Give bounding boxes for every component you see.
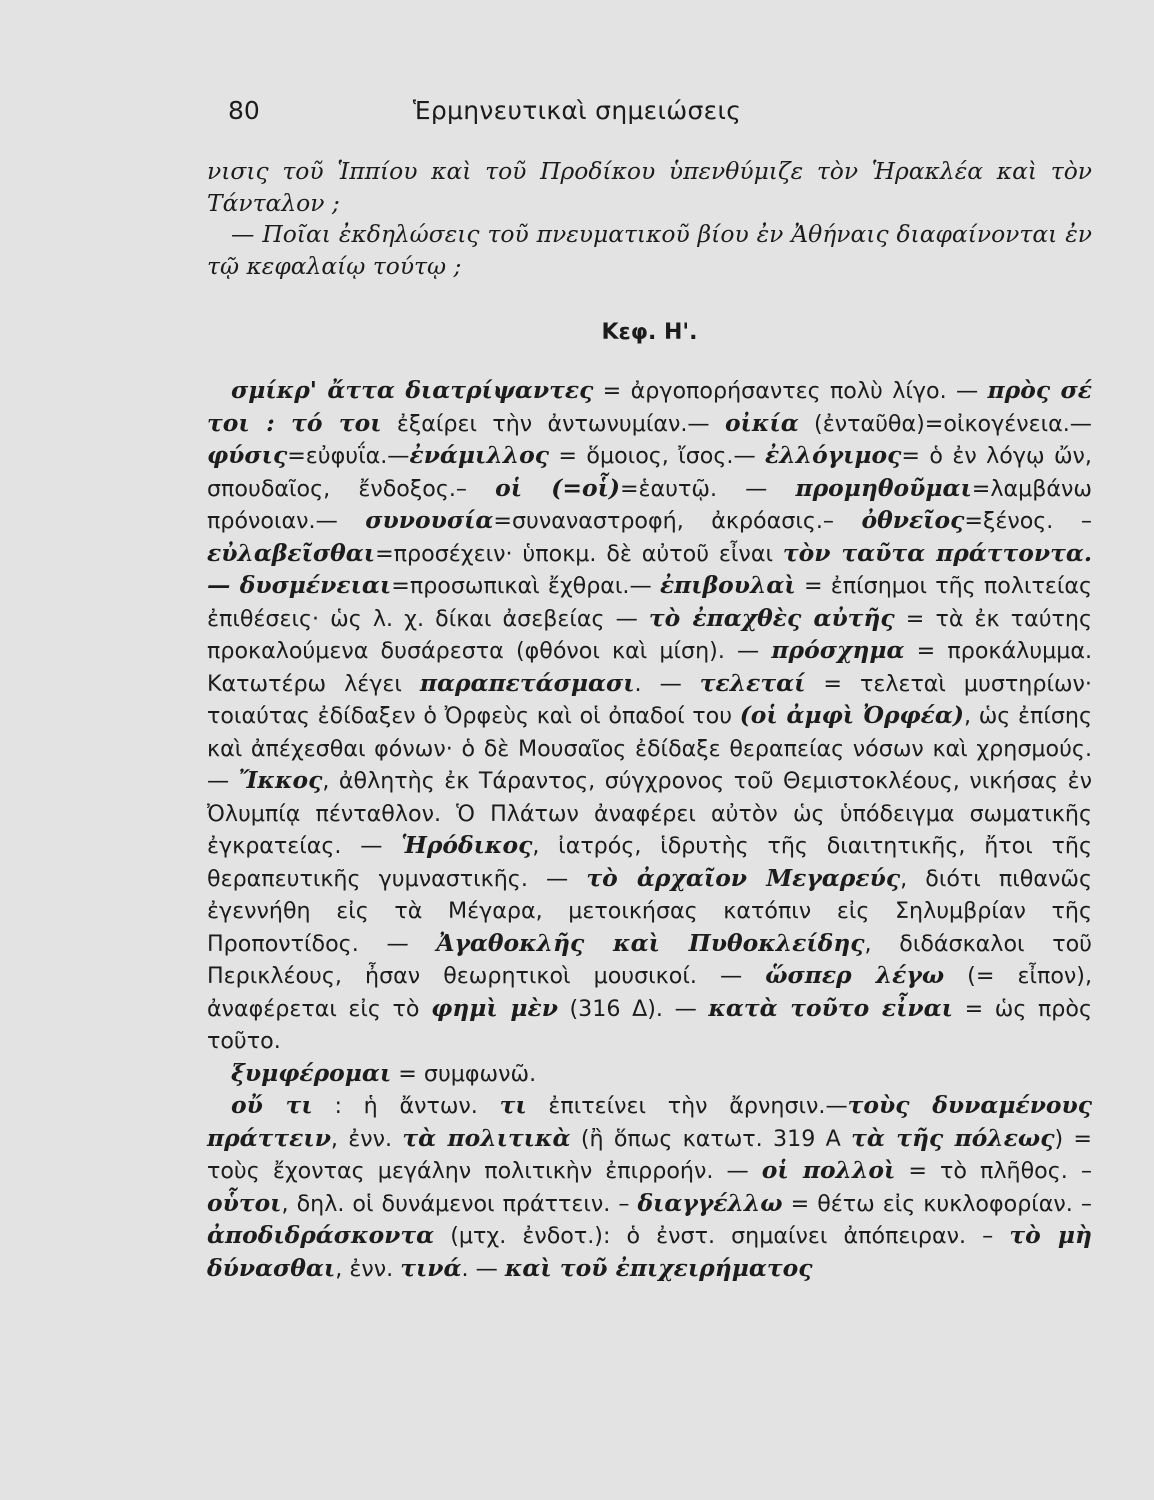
page-header	[0, 96, 1154, 146]
lemma: τὸ ἐπαχθὲς αὐτῆς	[648, 603, 895, 632]
page-number: 80	[228, 96, 260, 125]
gloss-text: =εὐφυΐα.—	[287, 443, 410, 469]
lemma: εὐλαβεῖσθαι	[207, 538, 376, 567]
lemma: Ἡρόδικος	[401, 831, 533, 859]
lemma: ἀποδιδράσκοντα	[207, 1221, 435, 1249]
gloss-text: , ἰατρός, ἱδρυτὴς τῆς διαιτητικῆς, ἤτοι τῆς θεραπευτικῆς γυμναστικῆς. —	[207, 833, 1092, 892]
lemma: Ἀγαθοκλῆς καὶ Πυθοκλείδης	[436, 928, 865, 957]
gloss-text: (μτχ. ἐνδοτ.): ὁ ἐνστ. σημαίνει ἀπόπειραν. –	[434, 1223, 1010, 1249]
gloss-text: = ὡς πρὸς τοῦτο.	[207, 995, 1092, 1054]
lemma: τὰ τῆς πόλεως	[851, 1123, 1055, 1152]
gloss-text: (ἐνταῦθα)=οἰκογένεια.—	[798, 410, 1092, 437]
gloss-text: . —	[461, 1255, 505, 1282]
lemma: τι	[499, 1091, 527, 1119]
question-2: — Ποῖαι ἐκδηλώσεις τοῦ πνευματικοῦ βίου ἐν Ἀθήναις διαφαίνονται ἐν τῷ κεφαλαίῳ τούτῳ ;	[207, 220, 1092, 280]
lemma: τελεταί	[699, 668, 806, 697]
note-paragraph-3	[207, 1090, 1092, 1285]
gloss-text: . —	[634, 670, 700, 697]
gloss-text: , διδάσκαλοι τοῦ Περικλέους, ἦσαν θεωρητικοὶ μουσικοί. —	[207, 930, 1092, 989]
gloss-text: = τὸ πλῆθος. –	[895, 1158, 1092, 1184]
lemma: ξυμφέρομαι	[231, 1058, 392, 1087]
gloss-text: ) = τοὺς ἔχοντας μεγάλην πολιτικὴν ἐπιρροήν. —	[207, 1125, 1092, 1184]
gloss-text: , ὡς ἐπίσης καὶ ἀπέχεσθαι φόνων· ὁ δὲ Μουσαῖος ἐδίδαξε θεραπείας νόσων καὶ χρησμούς.—	[207, 703, 1092, 794]
lemma: φύσις	[207, 441, 288, 469]
gloss-text: = θέτω εἰς κυκλοφορίαν. –	[782, 1190, 1092, 1217]
gloss-text: = τελεταὶ μυστηρίων· τοιαύτας ἐδίδαξεν ὁ Ὀρφεὺς καὶ οἱ ὀπαδοί του	[207, 670, 1092, 729]
gloss-text: = ἐπίσημοι τῆς πολιτείας ἐπιθέσεις· ὡς λ. χ. δίκαι ἀσεβείας —	[207, 573, 1092, 632]
lemma: παραπετάσμασι	[419, 668, 635, 697]
lemma: σμίκρ' ἄττα διατρίψαντες	[231, 376, 594, 404]
gloss-text: = ὁ ἐν λόγῳ ὤν, σπουδαῖος, ἔνδοξος.–	[207, 443, 1092, 502]
gloss-text: (= εἶπον), ἀναφέρεται εἰς τὸ	[207, 963, 1093, 1022]
chapter-heading: Κεφ. Η'.	[601, 320, 698, 345]
page-body	[207, 156, 1092, 1285]
gloss-text: (316 Δ). —	[557, 995, 709, 1022]
gloss-text: , δηλ. οἱ δυνάμενοι πράττειν. –	[281, 1190, 638, 1217]
lemma: οἱ πολλοὶ	[761, 1156, 896, 1184]
lemma: καὶ τοῦ ἐπιχειρήματος	[504, 1253, 813, 1282]
running-title: Ἑρμηνευτικαὶ σημειώσεις	[412, 96, 742, 125]
lemma: οὔ τι	[231, 1091, 313, 1119]
note-paragraph-2	[207, 1058, 1092, 1091]
gloss-text: : ἡ ἄντων.	[312, 1093, 500, 1119]
lemma: (οἱ ἀμφὶ Ὀρφέα)	[739, 701, 964, 729]
gloss-text: = ὅμοιος, ἴσος.—	[549, 443, 766, 469]
lemma: ἐλλόγιμος	[765, 441, 902, 469]
lemma: τὸ μὴ δύνασθαι	[207, 1221, 1092, 1282]
lemma: οἰκία	[724, 408, 799, 437]
lemma: ὥσπερ λέγω	[765, 961, 945, 989]
gloss-text: =ξένος. –	[964, 508, 1092, 534]
lemma: ἐνάμιλλος	[409, 441, 550, 469]
lemma: Ἴκκος	[238, 766, 323, 794]
lemma: προμηθοῦμαι	[795, 473, 972, 502]
gloss-text: , ἀθλητὴς ἐκ Τάραντος, σύγχρονος τοῦ Θεμιστοκλέους, νικήσας ἐν Ὀλυμπίᾳ πένταθλον. Ὁ Πλάτων ἀναφέρει αὐτὸν ὡς ὑπόδειγμα σωματικῆς ἐγκρατείας. —	[207, 768, 1092, 859]
gloss-text: , διότι πιθανῶς ἐγεννήθη εἰς τὰ Μέγαρα, μετοικήσας κατόπιν εἰς Σηλυμβρίαν τῆς Προποντίδος. —	[207, 865, 1092, 957]
gloss-text: =προσέχειν· ὑποκμ. δὲ αὐτοῦ εἶναι	[375, 540, 783, 567]
gloss-text: =ἑαυτῷ. —	[619, 475, 796, 502]
gloss-text: , ἐνν.	[330, 1125, 403, 1152]
lemma: τὸν ταῦτα πράττοντα.— δυσμένειαι	[207, 538, 1092, 599]
lemma: φημὶ μὲν	[431, 993, 558, 1022]
question-1: νισις τοῦ Ἱππίου καὶ τοῦ Προδίκου ὑπενθύμιζε τὸν Ἡρακλέα καὶ τὸν Τάνταλον ;	[207, 157, 1092, 217]
lemma: τοὺς δυναμένους πράττειν	[207, 1091, 1092, 1152]
gloss-text: = συμφωνῶ.	[391, 1060, 537, 1087]
gloss-text: =λαμβάνω πρόνοιαν.—	[207, 475, 1092, 534]
lemma: ὀθνεῖος	[861, 506, 965, 534]
gloss-text: ἐξαίρει τὴν ἀντωνυμίαν.—	[381, 410, 725, 437]
lemma: τὰ πολιτικὰ	[402, 1123, 571, 1152]
lemma: κατὰ τοῦτο εἶναι	[708, 993, 953, 1022]
lemma: τινά	[400, 1253, 462, 1282]
gloss-text: , ἐνν.	[335, 1255, 401, 1282]
gloss-text: = ἀργοπορήσαντες πολὺ λίγο. —	[593, 378, 988, 404]
lemma: συνουσία	[365, 506, 494, 534]
gloss-text: = τὰ ἐκ ταύτης προκαλούμενα δυσάρεστα (φθόνοι καὶ μίση). —	[207, 605, 1092, 664]
lemma: οἱ (=οἷ)	[495, 473, 620, 502]
lemma: οὗτοι	[207, 1188, 282, 1217]
gloss-text: = προκάλυμμα. Κατωτέρω λέγει	[207, 638, 1093, 697]
note-paragraph-1	[207, 375, 1092, 1058]
lemma: διαγγέλλω	[637, 1188, 783, 1217]
gloss-text: =συναναστροφή, ἀκρόασις.–	[493, 508, 862, 534]
lemma: τὸ ἀρχαῖον Μεγαρεύς	[586, 863, 901, 892]
lemma: ἐπιβουλαὶ	[659, 571, 796, 599]
lemma: πρὸς σέ τοι : τό τοι	[207, 376, 1092, 437]
gloss-text: (ἢ ὅπως κατωτ. 319 Α	[570, 1125, 852, 1152]
gloss-text: ἐπιτείνει τὴν ἄρνησιν.—	[526, 1093, 848, 1119]
lemma: πρόσχημα	[771, 636, 905, 664]
gloss-text: =προσωπικαὶ ἔχθραι.—	[391, 573, 660, 599]
